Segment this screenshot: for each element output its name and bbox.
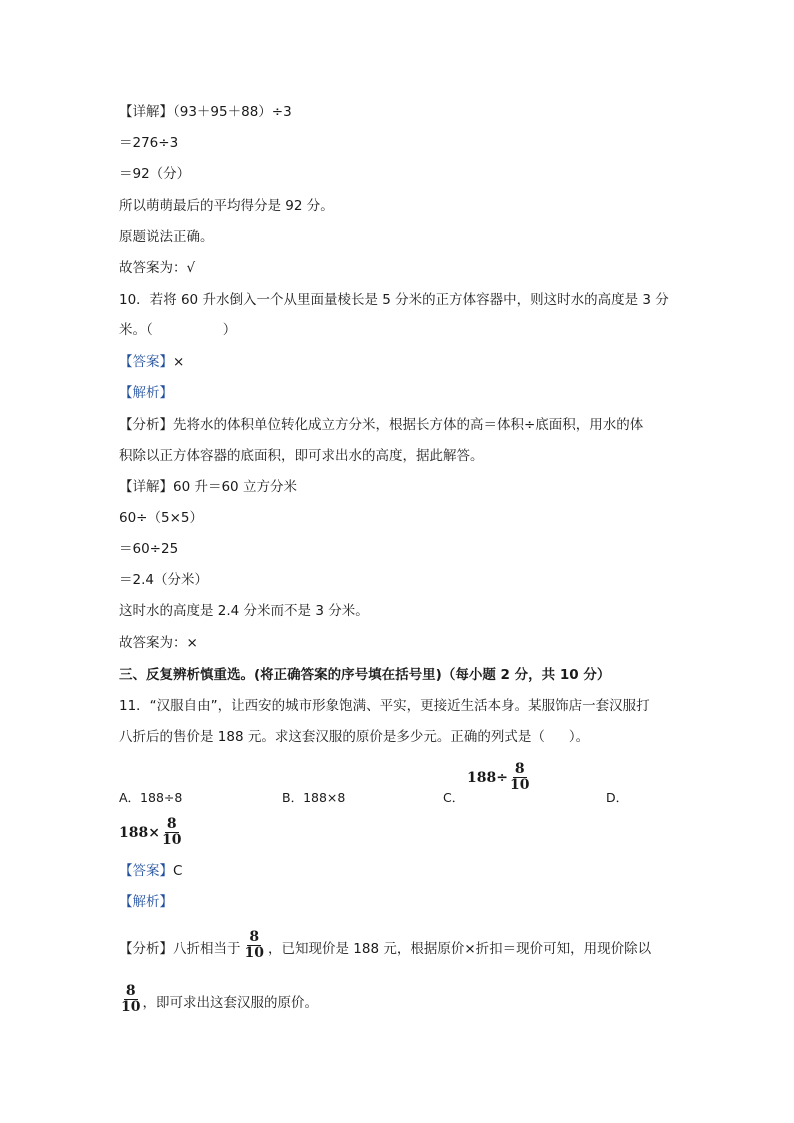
q11-fenxi-denominator2: 10 [121, 999, 141, 1015]
q9-conclusion: 所以萌萌最后的平均得分是 92 分。 [119, 198, 334, 214]
q11-option-d-expr[interactable] [119, 817, 183, 848]
q11-fenxi-numerator2: 8 [125, 983, 136, 999]
q11-question-line2-a: 八折后的售价是 188 元。求这套汉服的原价是多少元。正确的列式是（ [119, 729, 545, 745]
q10-detail-line [119, 477, 297, 497]
q10-conclusion: 这时水的高度是 2.4 分米而不是 3 分米。 [119, 603, 369, 619]
q10-step3: ＝2.4（分米） [119, 572, 208, 588]
q10-step2: ＝60÷25 [119, 541, 179, 557]
q10-step1: 60÷（5×5） [119, 510, 203, 526]
q10-question-line2-b: ） [222, 322, 237, 338]
q11-answer-tag: 【答案】 [119, 863, 173, 879]
q11-fenxi-text-c: ，即可求出这套汉服的原价。 [142, 995, 318, 1011]
q10-fenxi-tag: 【分析】 [119, 417, 173, 433]
q10-analysis-tag: 【解析】 [119, 385, 173, 401]
q11-fenxi-text-a: 八折相当于 [173, 941, 241, 957]
q10-question-line2 [119, 320, 236, 340]
q10-answer-line [119, 352, 184, 372]
q11-option-d-left: 188× [119, 824, 160, 841]
section3-heading: 三、反复辨析慎重选。(将正确答案的序号填在括号里)（每小题 2 分，共 10 分） [119, 667, 611, 683]
q11-question-line2-b: ）。 [568, 729, 590, 745]
q11-option-c-label[interactable]: C． [443, 790, 465, 805]
q11-fenxi-line1 [119, 930, 651, 961]
q9-answer-symbol: √ [186, 260, 196, 276]
q11-option-c-denominator: 10 [509, 777, 530, 793]
q10-detail-tag: 【详解】 [119, 479, 173, 495]
q11-fenxi-fraction [243, 930, 266, 961]
q11-option-c-left: 188÷ [467, 769, 508, 786]
q9-detail-tag: 【详解】 [119, 104, 173, 120]
q11-question-line1: 11．“汉服自由”，让西安的城市形象饱满、平实，更接近生活本身。某服饰店一套汉服打 [119, 698, 650, 714]
q10-detail-text: 60 升＝60 立方分米 [173, 479, 297, 495]
q11-option-b[interactable]: B．188×8 [282, 790, 346, 805]
q11-fenxi-tag: 【分析】 [119, 941, 173, 957]
q11-option-d-numerator: 8 [166, 816, 177, 832]
q11-fenxi-line2 [119, 984, 318, 1015]
q10-fenxi-line2: 积除以正方体容器的底面积，即可求出水的高度，据此解答。 [119, 448, 484, 464]
q11-fenxi-numerator: 8 [249, 929, 260, 945]
q11-answer-value: C [173, 863, 183, 879]
q10-question-line2-a: 米。（ [119, 322, 153, 338]
q11-option-d-label[interactable]: D． [606, 790, 629, 805]
q9-detail-line [119, 102, 292, 122]
q10-answer-value: × [173, 354, 185, 370]
q11-answer-line [119, 861, 182, 881]
q10-question-line1: 10．若将 60 升水倒入一个从里面量棱长是 5 分米的正方体容器中，则这时水的高度是 3 分 [119, 292, 669, 308]
q11-question-line2 [119, 727, 589, 747]
q10-answer-final [119, 633, 198, 653]
q10-answer-symbol: × [186, 635, 198, 651]
q9-answer-line [119, 258, 195, 278]
q10-fenxi-text1: 先将水的体积单位转化成立方分米，根据长方体的高＝体积÷底面积，用水的体 [173, 417, 644, 433]
q11-option-c-fraction [508, 762, 531, 793]
q11-analysis-tag: 【解析】 [119, 894, 173, 910]
q10-answer-tag: 【答案】 [119, 354, 173, 370]
q9-judgement: 原题说法正确。 [119, 229, 214, 245]
q9-step2: ＝92（分） [119, 166, 191, 182]
q9-detail-expr: （93＋95＋88）÷3 [173, 104, 292, 120]
q11-option-a[interactable]: A．188÷8 [119, 790, 183, 805]
q10-answer-prefix: 故答案为： [119, 635, 187, 651]
q11-fenxi-text-b: ，已知现价是 188 元，根据原价×折扣＝现价可知，用现价除以 [267, 941, 652, 957]
q9-step1: ＝276÷3 [119, 135, 179, 151]
q11-fenxi-denominator: 10 [244, 945, 264, 961]
q9-answer-prefix: 故答案为： [119, 260, 187, 276]
q11-fenxi-fraction2 [119, 984, 142, 1015]
q11-option-c-expr[interactable] [467, 762, 531, 793]
q11-option-d-denominator: 10 [161, 832, 182, 848]
q11-option-c-numerator: 8 [514, 761, 525, 777]
q11-option-d-fraction [160, 817, 183, 848]
q10-fenxi-line1 [119, 415, 643, 435]
